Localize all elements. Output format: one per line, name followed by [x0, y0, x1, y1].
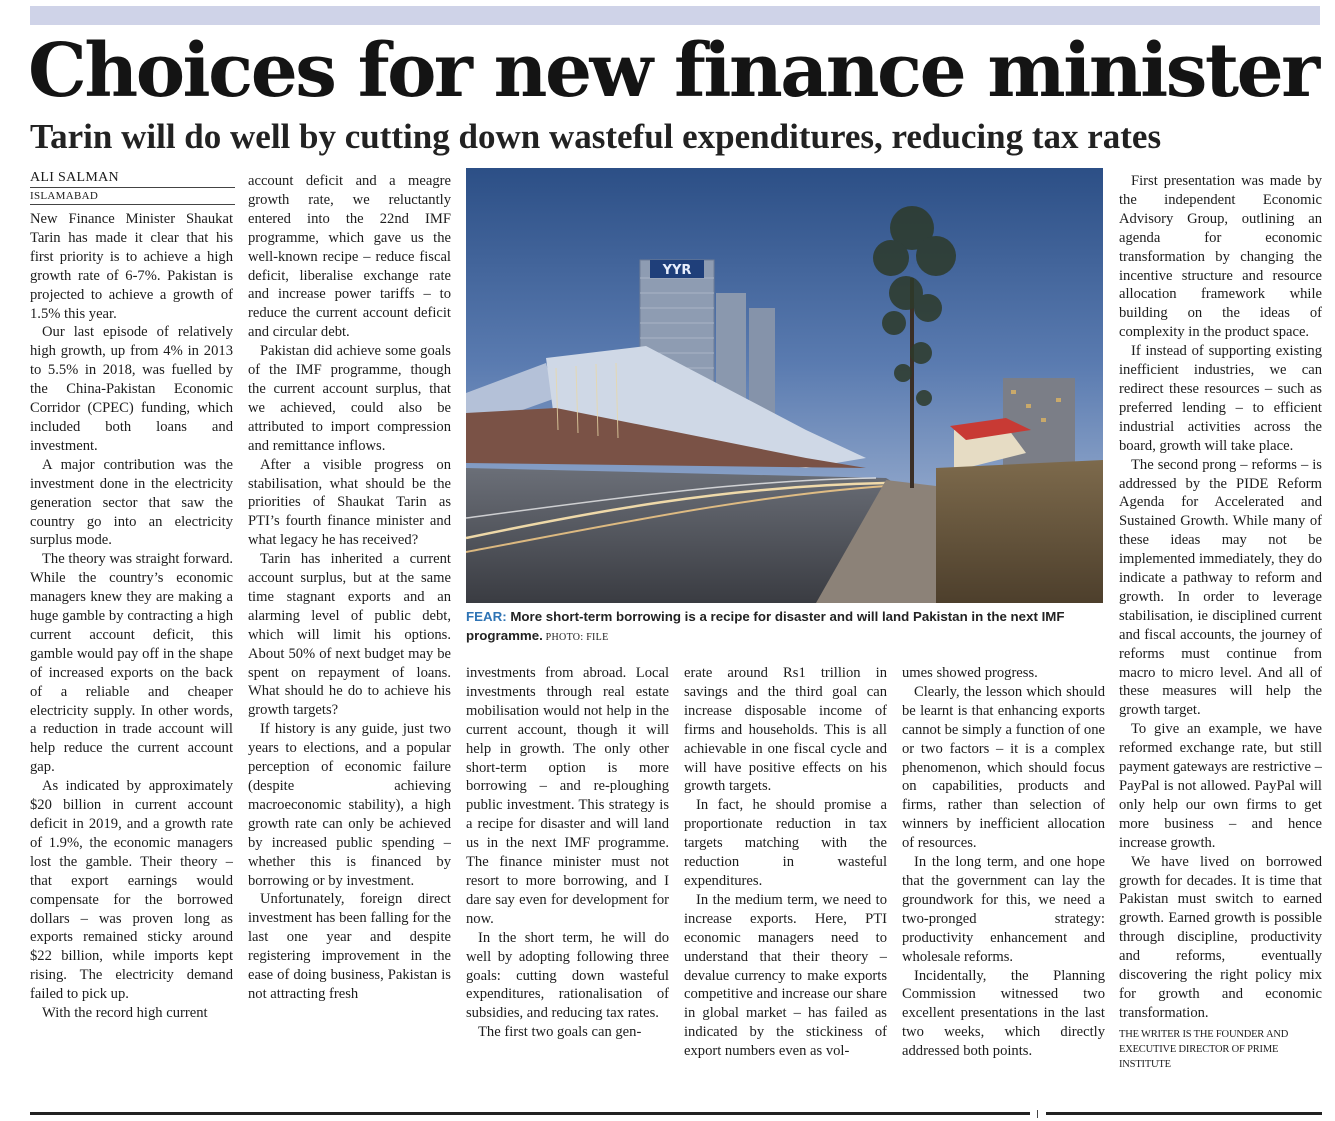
paragraph: account deficit and a meagre growth rate, we reluctantly entered into the 22nd IMF programme, which gave us the well-known recipe – reduce fiscal deficit, liberalise exchange rate and increase power tariffs – to reduce the current account deficit and circular debt. — [248, 173, 451, 341]
paragraph: As indicated by approximately $20 billion in current account deficit in 2019, and a growth rate of 1.9%, the economic managers lost the gamble. Their theory – that export earnings would compensate for the borrowed dollars – was proven long as exports remained sticky around $22 billion, while imports kept rising. The electricity demand failed to pick up. — [30, 778, 233, 1003]
caption-credit: PHOTO: FILE — [542, 631, 609, 643]
paragraph: umes showed progress. — [902, 665, 1038, 681]
paragraph: Clearly, the lesson which should be learnt is that enhancing exports cannot be simply a function of one or two factors – it is a complex phenomenon, which should focus on capabilities, products and firms, rather than selection of winners by inefficient allocation of resources. — [902, 683, 1105, 852]
city-dusk-photo — [466, 168, 1103, 603]
article-column-2 — [248, 172, 451, 1082]
top-color-bar — [30, 6, 1320, 25]
subheadline: Tarin will do well by cutting down wasteful expenditures, reducing tax rates — [30, 117, 1162, 156]
caption-text: More short-term borrowing is a recipe for disaster and will land Pakistan in the next IMF programme. — [466, 609, 1065, 643]
paragraph: We have lived on borrowed growth for decades. It is time that Pakistan must switch to earned growth. Earned growth is possible through discipline, productivity and reforms, eventually discovering the right policy mix for growth and economic transformation. — [1119, 853, 1322, 1021]
byline — [30, 169, 235, 205]
article-column-6 — [1119, 172, 1322, 1082]
paragraph: Pakistan did achieve some goals of the IMF programme, though the current account surplus, that we achieved, could also be attributed to import compression and remittance inflows. — [248, 343, 451, 454]
paragraph: The second prong – reforms – is addressed by the PIDE Reform Agenda for Accelerated and Sustained Growth. While many of these ideas may not be implemented immediately, they do indicate a pathway to reform and growth. In order to leverage stabilisation, ie disciplined current and fiscal accounts, the journey of reforms must continue from macro to micro level. And all of these measures will help the growth target. — [1119, 456, 1322, 719]
paragraph: In the long term, and one hope that the government can lay the groundwork for this, we need a two-pronged strategy: productivity enhancement and wholesale reforms. — [902, 854, 1105, 965]
article-photo — [466, 168, 1103, 603]
paragraph: Our last episode of relatively high growth, up from 4% in 2013 to 5.5% in 2018, was fuelled by the China-Pakistan Economic Corridor (CPEC) funding, which included both loans and investment. — [30, 324, 233, 454]
author-signoff: THE WRITER IS THE FOUNDER AND EXECUTIVE DIRECTOR OF PRIME INSTITUTE — [1119, 1028, 1289, 1070]
article-column-5 — [902, 664, 1105, 1082]
paragraph: With the record high current — [42, 1005, 208, 1022]
paragraph: In fact, he should promise a proportionate reduction in tax targets matching with the reduction in wasteful expenditures. — [684, 797, 887, 889]
bottom-rule — [30, 1112, 1030, 1115]
paragraph: erate around Rs1 trillion in savings and the third goal can increase disposable income of firms and households. This is all achievable in one fiscal cycle and will have positive effects on his growth targets. — [684, 665, 887, 795]
headline: Choices for new finance minister — [28, 28, 1318, 114]
paragraph: After a visible progress on stabilisation, what should be the priorities of Shaukat Tarin as PTI’s fourth finance minister and what legacy he has received? — [248, 456, 451, 549]
caption-lead: FEAR: — [466, 609, 507, 624]
byline-author: ALI SALMAN — [30, 169, 235, 188]
paragraph: If history is any guide, just two years to elections, and a popular perception of economic failure (despite achieving macroeconomic stability), a high growth rate can only be achieved by increased public spending – whether this is financed by borrowing or by investment. — [248, 721, 451, 889]
byline-location: ISLAMABAD — [30, 188, 235, 205]
bottom-rule — [1046, 1112, 1322, 1115]
paragraph: Tarin has inherited a current account surplus, but at the same time stagnant exports and an alarming level of public debt, which will limit his options. About 50% of next budget may be spent on repayment of loans. What should he do to achieve his growth targets? — [248, 551, 451, 719]
paragraph: If instead of supporting existing inefficient industries, we can redirect these resources – such as preferred lending – to efficient industrial activities across the board, growth will take place. — [1119, 343, 1322, 454]
paragraph: To give an example, we have reformed exchange rate, but still payment gateways are restrictive – PayPal is not allowed. PayPal will only help our own firms to get more business – and hence increase growth. — [1119, 721, 1322, 851]
article-column-1 — [30, 210, 233, 1082]
paragraph: Incidentally, the Planning Commission witnessed two excellent presentations in the last two weeks, which directly addressed both points. — [902, 967, 1105, 1060]
paragraph: Unfortunately, foreign direct investment has been falling for the last one year and despite registering improvement in the ease of doing business, Pakistan is not attracting fresh — [248, 891, 451, 1002]
bottom-rule-divider — [1037, 1110, 1038, 1118]
paragraph: First presentation was made by the independent Economic Advisory Group, outlining an agenda for economic transformation by changing the incentive structure and resource allocation framework while building on the ideas of complexity in the product space. — [1119, 173, 1322, 341]
paragraph: In the short term, he will do well by adopting following three goals: cutting down wasteful expenditures, rationalisation of subsidies, and reducing tax rates. — [466, 929, 669, 1022]
paragraph: In the medium term, we need to increase exports. Here, PTI economic managers need to understand that their theory – devalue currency to make exports competitive and increase our share in global market – has failed as indicated by the stickiness of export numbers even as vol- — [684, 891, 887, 1060]
paragraph: The first two goals can gen- — [478, 1024, 642, 1041]
article-column-4 — [684, 664, 887, 1082]
paragraph: investments from abroad. Local investments through real estate mobilisation would not help in the current account, though it will help in growth. The only other short-term option is more borrowing – and re-ploughing public investment. This strategy is a recipe for disaster and will land us in the next IMF programme. The finance minister must not resort to more borrowing, and I dare say even for development for now. — [466, 665, 669, 927]
paragraph: The theory was straight forward. While the country’s economic managers knew they are making a huge gamble by contracting a high current account deficit, this gamble would pay off in the shape of increased exports on the back of a reliable and cheaper electricity supply. In other words, a reduction in trade account will help reduce the current account gap. — [30, 551, 233, 776]
tower-sign: YYR — [662, 263, 692, 278]
article-column-3 — [466, 664, 669, 1082]
photo-caption — [466, 608, 1103, 647]
paragraph: A major contribution was the investment done in the electricity generation sector that saw the country go into an electricity surplus mode. — [30, 456, 233, 549]
paragraph: New Finance Minister Shaukat Tarin has made it clear that his first priority is to achieve a high growth rate of 6-7%. Pakistan is projected to achieve a growth of 1.5% this year. — [30, 211, 233, 322]
